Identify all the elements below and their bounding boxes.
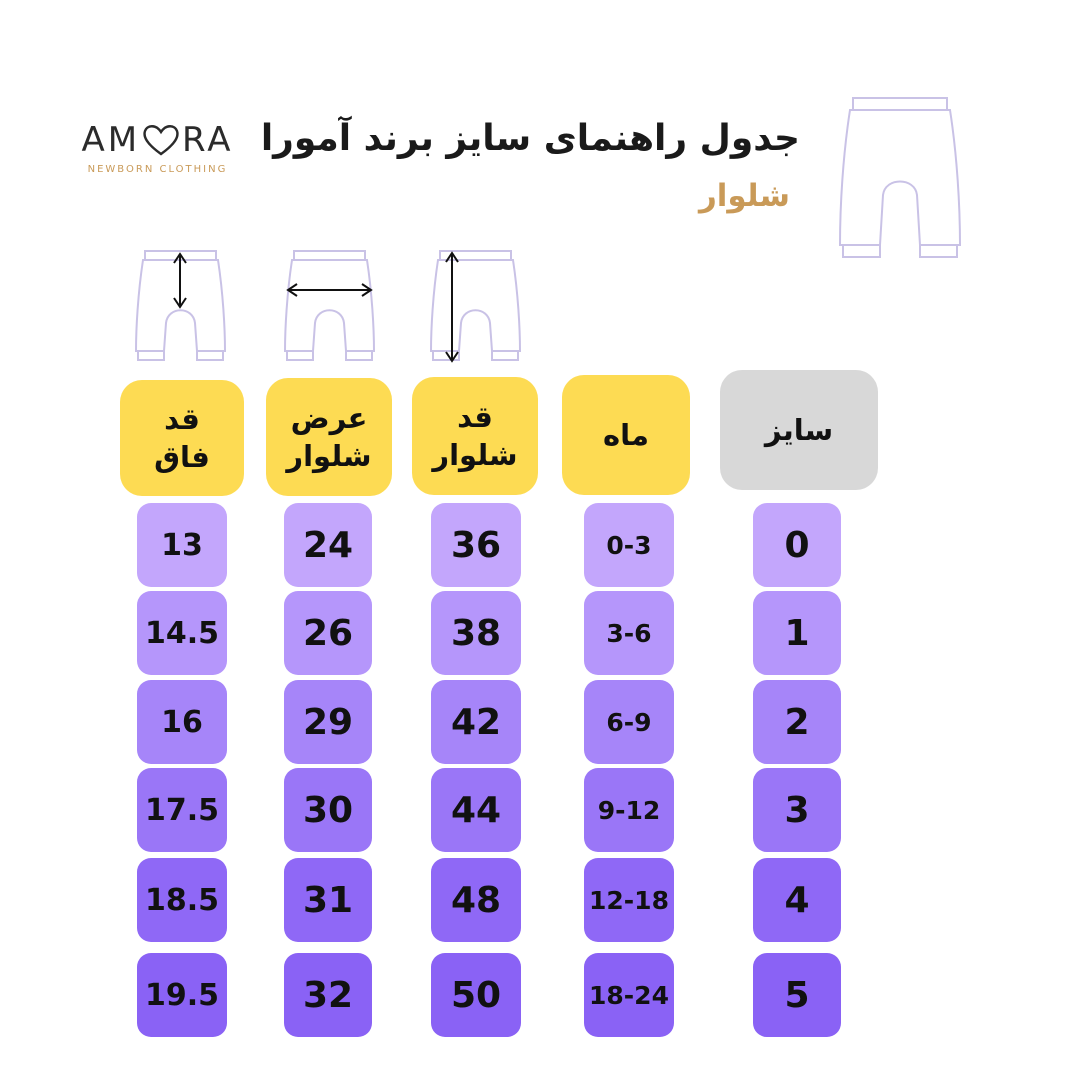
rise-cell: 18.5 [137, 858, 227, 942]
brand-name-left: AM [81, 120, 141, 160]
length-cell: 42 [431, 680, 521, 764]
month-cell: 12-18 [584, 858, 674, 942]
length-cell: 44 [431, 768, 521, 852]
header-length-line1: قد [457, 400, 493, 434]
length-cell: 36 [431, 503, 521, 587]
rise-cell: 16 [137, 680, 227, 764]
header-rise-line2: فاق [154, 440, 210, 474]
header-size [720, 370, 878, 490]
size-cell: 1 [753, 591, 841, 675]
brand-name-right: RA [182, 120, 234, 160]
month-cell: 3-6 [584, 591, 674, 675]
size-cell: 4 [753, 858, 841, 942]
page-subtitle: شلوار [698, 178, 790, 214]
brand-wordmark [70, 120, 245, 160]
rise-cell: 14.5 [137, 591, 227, 675]
header-rise-line1: قد [164, 402, 200, 436]
heart-icon [141, 123, 181, 157]
width-cell: 31 [284, 858, 372, 942]
length-cell: 48 [431, 858, 521, 942]
width-cell: 32 [284, 953, 372, 1037]
rise-cell: 19.5 [137, 953, 227, 1037]
length-measure-icon [428, 248, 523, 366]
header-width-line2: شلوار [286, 439, 372, 473]
brand-tagline: NEWBORN CLOTHING [87, 164, 228, 175]
brand-logo [70, 120, 245, 175]
size-cell: 5 [753, 953, 841, 1037]
page-title: جدول راهنمای سایز برند آمورا [260, 118, 800, 159]
header-length-line2: شلوار [432, 438, 518, 472]
header-rise [120, 380, 244, 496]
size-cell: 2 [753, 680, 841, 764]
month-cell: 18-24 [584, 953, 674, 1037]
month-cell: 6-9 [584, 680, 674, 764]
width-cell: 24 [284, 503, 372, 587]
header-pants-width [266, 378, 392, 496]
width-cell: 26 [284, 591, 372, 675]
header-month [562, 375, 690, 495]
rise-cell: 17.5 [137, 768, 227, 852]
header-width-line1: عرض [290, 401, 368, 435]
width-cell: 30 [284, 768, 372, 852]
length-cell: 50 [431, 953, 521, 1037]
width-measure-icon [282, 248, 377, 366]
month-cell: 0-3 [584, 503, 674, 587]
pants-illustration [835, 95, 970, 265]
size-cell: 0 [753, 503, 841, 587]
rise-cell: 13 [137, 503, 227, 587]
length-cell: 38 [431, 591, 521, 675]
header-month-label: ماه [603, 418, 649, 452]
width-cell: 29 [284, 680, 372, 764]
rise-measure-icon [133, 248, 228, 366]
size-cell: 3 [753, 768, 841, 852]
month-cell: 9-12 [584, 768, 674, 852]
header-pants-length [412, 377, 538, 495]
header-size-label: سایز [764, 413, 834, 447]
